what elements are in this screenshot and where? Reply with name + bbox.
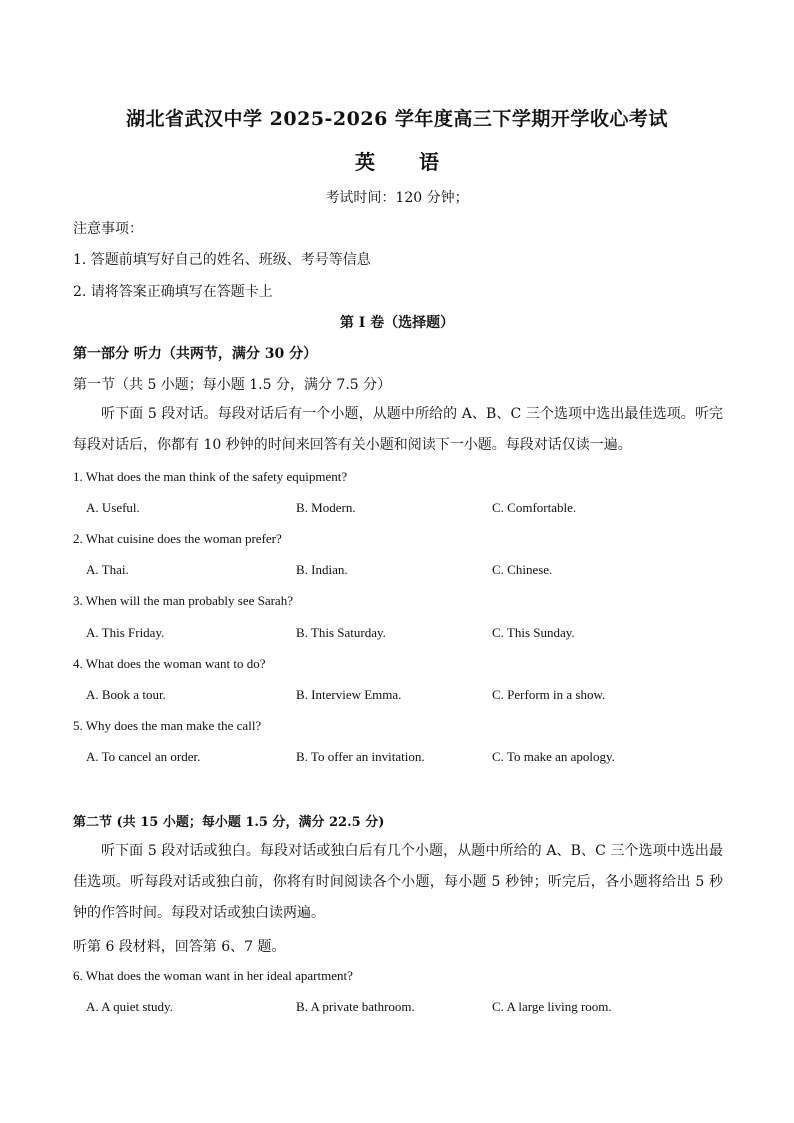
question-5: 5. Why does the man make the call? bbox=[73, 718, 262, 733]
q4-option-a: A. Book a tour. bbox=[86, 687, 166, 702]
q1-option-c: C. Comfortable. bbox=[492, 500, 577, 515]
q4-option-c: C. Perform in a show. bbox=[492, 687, 606, 702]
subject-title bbox=[0, 146, 794, 175]
section2-instruction: 听下面 5 段对话或独白。每段对话或独白后有几个小题，从题中所给的 A、B、C 三个选项中选出最佳选项。听每段对话或独白前，你将有时间阅读各个小题，每小题 5 秒钟；听完后，各小题将给出 5 秒钟的作答时间。每段对话或独白读两遍。 bbox=[73, 843, 723, 921]
question-2: 2. What cuisine does the woman prefer? bbox=[73, 531, 282, 546]
exam-title: 湖北省武汉中学 2025-2026 学年度高三下学期开学收心考试 bbox=[126, 108, 668, 130]
volume-title: 第 I 卷（选择题） bbox=[339, 315, 455, 331]
question-3: 3. When will the man probably see Sarah? bbox=[73, 593, 293, 608]
question-1: 1. What does the man think of the safety equipment? bbox=[73, 469, 348, 484]
q6-option-c: C. A large living room. bbox=[492, 999, 612, 1014]
notice-item-2: 2. 请将答案正确填写在答题卡上 bbox=[73, 284, 273, 300]
material-6-note: 听第 6 段材料，回答第 6、7 题。 bbox=[73, 939, 286, 955]
q6-option-a: A. A quiet study. bbox=[86, 999, 173, 1014]
question-4: 4. What does the woman want to do? bbox=[73, 656, 266, 671]
q5-option-a: A. To cancel an order. bbox=[86, 749, 201, 764]
q1-option-b: B. Modern. bbox=[296, 500, 356, 515]
q2-option-c: C. Chinese. bbox=[492, 562, 553, 577]
section2-heading: 第二节 (共 15 小题；每小题 1.5 分，满分 22.5 分) bbox=[73, 815, 385, 830]
q3-option-a: A. This Friday. bbox=[86, 625, 165, 640]
subject-char-2: 语 bbox=[419, 150, 439, 174]
q6-option-b: B. A private bathroom. bbox=[296, 999, 415, 1014]
question-6: 6. What does the woman want in her ideal apartment? bbox=[73, 968, 353, 983]
q2-option-b: B. Indian. bbox=[296, 562, 348, 577]
q3-option-b: B. This Saturday. bbox=[296, 625, 386, 640]
section1-heading: 第一节（共 5 小题；每小题 1.5 分，满分 7.5 分） bbox=[73, 377, 392, 393]
part1-heading: 第一部分 听力（共两节，满分 30 分） bbox=[73, 346, 318, 362]
q5-option-b: B. To offer an invitation. bbox=[296, 749, 425, 764]
exam-time: 考试时间：120 分钟； bbox=[325, 190, 469, 206]
notice-item-1: 1. 答题前填写好自己的姓名、班级、考号等信息 bbox=[73, 252, 371, 268]
section1-instruction: 听下面 5 段对话。每段对话后有一个小题，从题中所给的 A、B、C 三个选项中选出最佳选项。听完每段对话后，你都有 10 秒钟的时间来回答有关小题和阅读下一小题。每段对话仅读一遍。 bbox=[73, 406, 723, 453]
q3-option-c: C. This Sunday. bbox=[492, 625, 575, 640]
notice-heading: 注意事项： bbox=[73, 221, 143, 237]
q4-option-b: B. Interview Emma. bbox=[296, 687, 402, 702]
q2-option-a: A. Thai. bbox=[86, 562, 129, 577]
subject-char-1: 英 bbox=[355, 150, 375, 174]
q1-option-a: A. Useful. bbox=[86, 500, 140, 515]
q5-option-c: C. To make an apology. bbox=[492, 749, 615, 764]
